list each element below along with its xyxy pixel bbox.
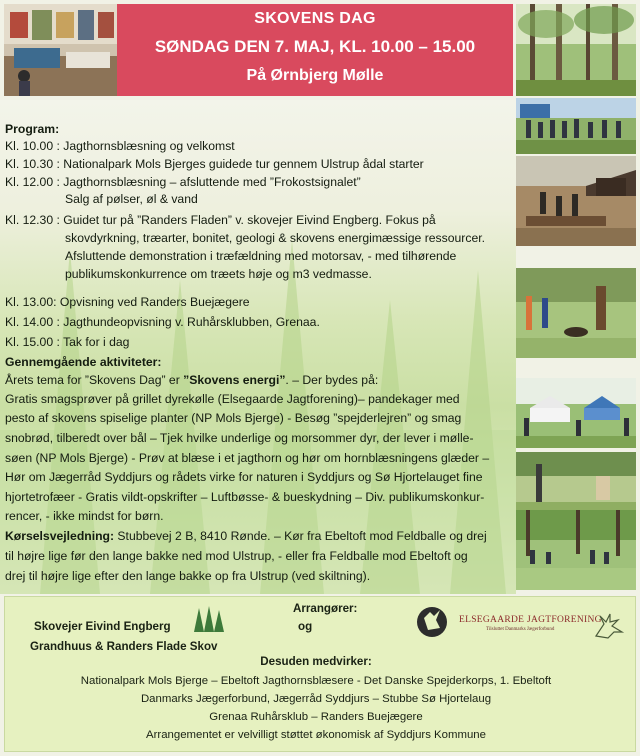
program-text: Jagthornsblæsning – afsluttende med ”Frokostsignalet” (63, 175, 361, 189)
contributors-line: Danmarks Jægerforbund, Jægerråd Syddjurs – Stubbe Sø Hjortelaug (140, 693, 492, 705)
program-text: Salg af pølser, øl & vand (65, 192, 198, 206)
photo-group-tour (516, 98, 636, 154)
photo-exhibition (4, 4, 117, 96)
photo-chainsaw-demo (516, 156, 636, 246)
logo-name: ELSEGAARDE JAGTFORENING (459, 615, 602, 625)
activities-line: snobrød, tilberedt over bål – Tjek hvilke underlige og morsommer dyr, der lever i mølle- (5, 431, 474, 445)
activities-intro (5, 372, 378, 389)
organizer-engberg: Skovejer Eivind Engberg (34, 620, 171, 633)
program-time: Kl. 13.00: (5, 295, 57, 309)
photo-tents (516, 378, 636, 448)
program-item (5, 138, 235, 155)
activities-heading: Gennemgående aktiviteter: (5, 355, 162, 369)
logo-subtitle: Tilsluttet Danmarks Jægerforbund (486, 627, 555, 632)
tree-logo-icon (188, 604, 228, 634)
contributors-heading: Desuden medvirker: (260, 655, 372, 668)
deer-head-icon (592, 610, 628, 640)
program-text: Jagthornsblæsning og velkomst (63, 139, 235, 153)
activities-intro-end: . – Der bydes på: (285, 373, 379, 387)
program-item (5, 156, 424, 173)
contributors-line: Arrangementet er velvilligt støttet økonomisk af Syddjurs Kommune (146, 729, 486, 741)
photo-hunting-dogs (516, 268, 636, 358)
activities-line: Hør om Jægerråd Syddjurs og rådets virke for naturen i Syddjurs og Sø Hjortelauget fine (5, 470, 483, 484)
activities-line: pesto af skovens spiselige planter (NP Mols Bjerge) - Besøg ”spejderlejren” og smag (5, 411, 462, 425)
program-time: Kl. 10.30 : (5, 157, 60, 171)
activities-line: søen (NP Mols Bjerge) - Prøv at blæse i et jagthorn og hør om hornblæsningens glæder – (5, 451, 490, 465)
organizer-engberg-estate: Grandhuus & Randers Flade Skov (30, 640, 218, 653)
program-item (5, 212, 436, 229)
activities-line: rencer, - ikke mindst for børn. (5, 509, 164, 523)
and-text: og (298, 620, 313, 633)
directions (5, 528, 487, 545)
program-time: Kl. 15.00 : (5, 335, 60, 349)
deer-logo-icon (412, 604, 452, 640)
contributors-line: Grenaa Ruhårsklub – Randers Buejægere (209, 711, 423, 723)
activities-line: hjortetrofæer - Gratis vildt-opskrifter – Luftbøsse- & bueskydning – Div. publikumskonkur- (5, 490, 485, 504)
program-item (5, 314, 320, 331)
photo-archery (516, 452, 636, 512)
program-item (65, 266, 372, 283)
directions-heading: Kørselsvejledning: (5, 529, 115, 543)
header-banner (117, 4, 513, 96)
program-text: publikumskonkurrence om træets høje og m3 vedmasse. (65, 267, 372, 281)
program-time: Kl. 12.30 : (5, 213, 60, 227)
program-text: Tak for i dag (63, 335, 130, 349)
program-text: Opvisning ved Randers Buejægere (59, 295, 250, 309)
program-text: Jagthundeopvisning v. Ruhårsklubben, Grenaa. (63, 315, 320, 329)
program-text: Afsluttende demonstration i træfældning med motorsav, - med tilhørende (65, 249, 457, 263)
photo-forest (516, 4, 636, 96)
activities-theme: ”Skovens energi” (183, 373, 286, 387)
activities-intro-text: Årets tema for ”Skovens Dag” er (5, 373, 184, 387)
program-heading: Program: (5, 122, 60, 136)
program-item (5, 334, 129, 351)
program-item (65, 191, 198, 208)
program-item (65, 248, 456, 265)
program-time: Kl. 10.00 : (5, 139, 60, 153)
program-item (5, 294, 250, 311)
event-title: SKOVENS DAG (254, 10, 376, 27)
program-text: Guidet tur på ”Randers Fladen” v. skovejer Eivind Engberg. Fokus på (63, 213, 436, 227)
program-text: Nationalpark Mols Bjerges guidede tur gennem Ulstrup ådal starter (63, 157, 424, 171)
directions-text: Stubbevej 2 B, 8410 Rønde. – Kør fra Ebeltoft mod Feldballe og drej (114, 529, 487, 543)
directions-line: til højre lige før den lange bakke ned mod Ulstrup, - eller fra Feldballe mod Ebeltoft og (5, 549, 468, 563)
event-date-time: SØNDAG DEN 7. MAJ, KL. 10.00 – 15.00 (154, 37, 476, 56)
organizers-heading: Arrangører: (293, 602, 358, 615)
program-text: skovdyrkning, træarter, bonitet, geologi & skovens energimæssige ressourcer. (65, 231, 485, 245)
contributors-line: Nationalpark Mols Bjerge – Ebeltoft Jagthornsblæsere - Det Danske Spejderkorps, 1. Ebeltoft (80, 675, 552, 687)
activities-line: Gratis smagsprøver på grillet dyrekølle (Elsegaarde Jagtforening)– pandekager med (5, 392, 460, 406)
program-time: Kl. 12.00 : (5, 175, 60, 189)
photo-crowd (516, 510, 636, 590)
directions-line: drej til højre lige efter den lange bakke op fra Ulstrup (ved skiltning). (5, 569, 371, 583)
event-location: På Ørnbjerg Mølle (246, 67, 384, 84)
program-time: Kl. 14.00 : (5, 315, 60, 329)
program-item (5, 174, 361, 191)
program-item (65, 230, 485, 247)
